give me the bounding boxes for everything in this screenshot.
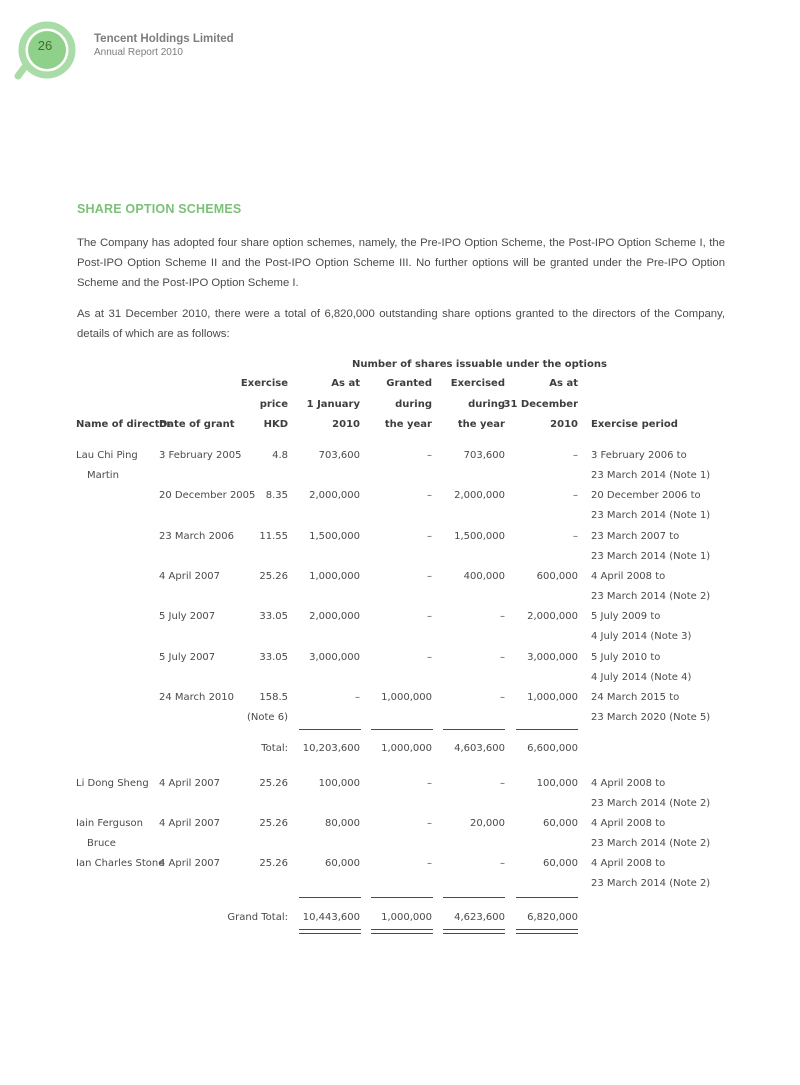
header-period: Exercise period — [591, 419, 678, 430]
exercise-period-cont: 23 March 2014 (Note 1) — [591, 510, 711, 521]
shares-1-january: 2,000,000 — [309, 611, 360, 622]
shares-1-january: 2,000,000 — [309, 490, 360, 501]
exercise-period: 3 February 2006 to — [591, 450, 687, 461]
shares-1-january: 1,500,000 — [309, 531, 360, 542]
header-granted-1: Granted — [386, 378, 432, 389]
report-title: Annual Report 2010 — [94, 47, 183, 58]
shares-exercised: 2,000,000 — [454, 490, 505, 501]
director-name: Iain Ferguson — [76, 818, 144, 829]
shares-granted: – — [427, 490, 432, 501]
grand-total-double-rule — [443, 929, 505, 934]
exercise-price: 11.55 — [259, 531, 288, 542]
grant-date: 4 April 2007 — [159, 571, 221, 582]
grant-date: 20 December 2005 — [159, 490, 256, 501]
subtotal-rule — [443, 729, 505, 730]
grant-date: 3 February 2005 — [159, 450, 242, 461]
header-granted-2: during — [395, 399, 432, 410]
shares-exercised: – — [500, 858, 505, 869]
exercise-period: 4 April 2008 to — [591, 778, 666, 789]
exercise-price: 25.26 — [259, 818, 288, 829]
grand-total-exercised: 4,623,600 — [454, 912, 505, 923]
grant-date: 5 July 2007 — [159, 611, 216, 622]
shares-exercised: – — [500, 611, 505, 622]
exercise-period-cont: 23 March 2014 (Note 2) — [591, 838, 711, 849]
header-dec-2: 31 December — [503, 399, 578, 410]
exercise-period: 5 July 2010 to — [591, 652, 661, 663]
grand-total-double-rule — [299, 929, 361, 934]
header-exercised-1: Exercised — [450, 378, 505, 389]
shares-exercised: 20,000 — [470, 818, 505, 829]
grand-total-double-rule — [516, 929, 578, 934]
director-name: Lau Chi Ping — [76, 450, 138, 461]
exercise-period: 23 March 2007 to — [591, 531, 680, 542]
director-name-cont: Martin — [87, 470, 119, 481]
header-price-3: HKD — [263, 419, 288, 430]
exercise-period-cont: 23 March 2014 (Note 1) — [591, 470, 711, 481]
grand-total-31-december: 6,820,000 — [527, 912, 578, 923]
company-name: Tencent Holdings Limited — [94, 33, 234, 45]
shares-exercised: – — [500, 652, 505, 663]
shares-granted: – — [427, 858, 432, 869]
shares-granted: – — [427, 571, 432, 582]
header-jan-1: As at — [331, 378, 360, 389]
exercise-period-cont: 4 July 2014 (Note 4) — [591, 672, 692, 683]
director-name-cont: Bruce — [87, 838, 116, 849]
shares-granted: – — [427, 450, 432, 461]
exercise-period: 20 December 2006 to — [591, 490, 701, 501]
grand-total-double-rule — [371, 929, 433, 934]
shares-granted: – — [427, 531, 432, 542]
shares-1-january: – — [355, 692, 360, 703]
group-header: Number of shares issuable under the options — [352, 359, 607, 370]
exercise-price: 158.5 — [259, 692, 288, 703]
total-1-january: 10,203,600 — [302, 743, 360, 754]
exercise-price: 33.05 — [259, 611, 288, 622]
shares-31-december: 60,000 — [543, 858, 578, 869]
total-granted: 1,000,000 — [381, 743, 432, 754]
exercise-period-cont: 23 March 2014 (Note 2) — [591, 798, 711, 809]
exercise-period: 4 April 2008 to — [591, 818, 666, 829]
intro-paragraph: The Company has adopted four share option schemes, namely, the Pre-IPO Option Scheme, the Post-IPO Option Scheme I, the Post-IPO Option Scheme II and the Post-IPO Option Scheme III. No further options will be granted under the Pre-IPO Option Scheme and the Post-IPO Option Scheme I. — [77, 237, 725, 289]
exercise-period-cont: 23 March 2014 (Note 1) — [591, 551, 711, 562]
shares-31-december: – — [573, 531, 578, 542]
shares-granted: – — [427, 818, 432, 829]
shares-exercised: – — [500, 692, 505, 703]
exercise-period-cont: 23 March 2014 (Note 2) — [591, 591, 711, 602]
header-date: Date of grant — [159, 419, 235, 430]
shares-granted: – — [427, 611, 432, 622]
subtotal-rule — [371, 729, 433, 730]
exercise-price: 25.26 — [259, 778, 288, 789]
subtotal-rule — [516, 729, 578, 730]
header-price-2: price — [259, 399, 288, 410]
grant-date: 24 March 2010 — [159, 692, 235, 703]
page-number: 26 — [37, 38, 53, 53]
shares-31-december: 1,000,000 — [527, 692, 578, 703]
shares-31-december: 60,000 — [543, 818, 578, 829]
header-dec-3: 2010 — [550, 419, 578, 430]
exercise-period: 24 March 2015 to — [591, 692, 680, 703]
section-title: SHARE OPTION SCHEMES — [77, 202, 242, 216]
grant-date: 4 April 2007 — [159, 858, 221, 869]
header-dec-1: As at — [549, 378, 578, 389]
shares-31-december: 3,000,000 — [527, 652, 578, 663]
exercise-period-cont: 23 March 2014 (Note 2) — [591, 878, 711, 889]
exercise-period-cont: 23 March 2020 (Note 5) — [591, 712, 711, 723]
exercise-price-note: (Note 6) — [246, 712, 288, 723]
exercise-price: 25.26 — [259, 571, 288, 582]
shares-31-december: 600,000 — [536, 571, 578, 582]
shares-exercised: 400,000 — [463, 571, 505, 582]
exercise-period: 5 July 2009 to — [591, 611, 661, 622]
grand-total-rule — [516, 897, 578, 898]
header-granted-3: the year — [384, 419, 432, 430]
shares-1-january: 100,000 — [318, 778, 360, 789]
grand-total-label: Grand Total: — [227, 912, 288, 923]
header-price-1: Exercise — [240, 378, 288, 389]
total-exercised: 4,603,600 — [454, 743, 505, 754]
shares-exercised: – — [500, 778, 505, 789]
shares-1-january: 3,000,000 — [309, 652, 360, 663]
shares-granted: 1,000,000 — [381, 692, 432, 703]
grand-total-1-january: 10,443,600 — [302, 912, 360, 923]
shares-31-december: 2,000,000 — [527, 611, 578, 622]
exercise-price: 25.26 — [259, 858, 288, 869]
grand-total-rule — [371, 897, 433, 898]
grant-date: 5 July 2007 — [159, 652, 216, 663]
shares-1-january: 703,600 — [318, 450, 360, 461]
shares-31-december: – — [573, 450, 578, 461]
grand-total-rule — [443, 897, 505, 898]
subtotal-rule — [299, 729, 361, 730]
header-jan-3: 2010 — [332, 419, 360, 430]
shares-exercised: 703,600 — [463, 450, 505, 461]
shares-exercised: 1,500,000 — [454, 531, 505, 542]
total-31-december: 6,600,000 — [527, 743, 578, 754]
director-name: Ian Charles Stone — [76, 858, 165, 869]
shares-31-december: – — [573, 490, 578, 501]
details-paragraph: As at 31 December 2010, there were a total of 6,820,000 outstanding share options granted to the directors of the Company, details of which are as follows: — [77, 308, 725, 340]
header-jan-2: 1 January — [306, 399, 360, 410]
exercise-price: 8.35 — [265, 490, 288, 501]
exercise-price: 4.8 — [272, 450, 288, 461]
shares-1-january: 60,000 — [325, 858, 360, 869]
grand-total-granted: 1,000,000 — [381, 912, 432, 923]
shares-31-december: 100,000 — [536, 778, 578, 789]
exercise-period: 4 April 2008 to — [591, 858, 666, 869]
shares-1-january: 1,000,000 — [309, 571, 360, 582]
total-label: Total: — [261, 743, 288, 754]
exercise-period: 4 April 2008 to — [591, 571, 666, 582]
grant-date: 23 March 2006 — [159, 531, 235, 542]
shares-1-january: 80,000 — [325, 818, 360, 829]
header-exercised-3: the year — [457, 419, 505, 430]
header-exercised-2: during — [468, 399, 505, 410]
director-name: Li Dong Sheng — [76, 778, 149, 789]
exercise-price: 33.05 — [259, 652, 288, 663]
exercise-period-cont: 4 July 2014 (Note 3) — [591, 631, 692, 642]
shares-granted: – — [427, 652, 432, 663]
grand-total-rule — [299, 897, 361, 898]
header-director: Name of director — [76, 419, 172, 430]
shares-granted: – — [427, 778, 432, 789]
grant-date: 4 April 2007 — [159, 818, 221, 829]
grant-date: 4 April 2007 — [159, 778, 221, 789]
